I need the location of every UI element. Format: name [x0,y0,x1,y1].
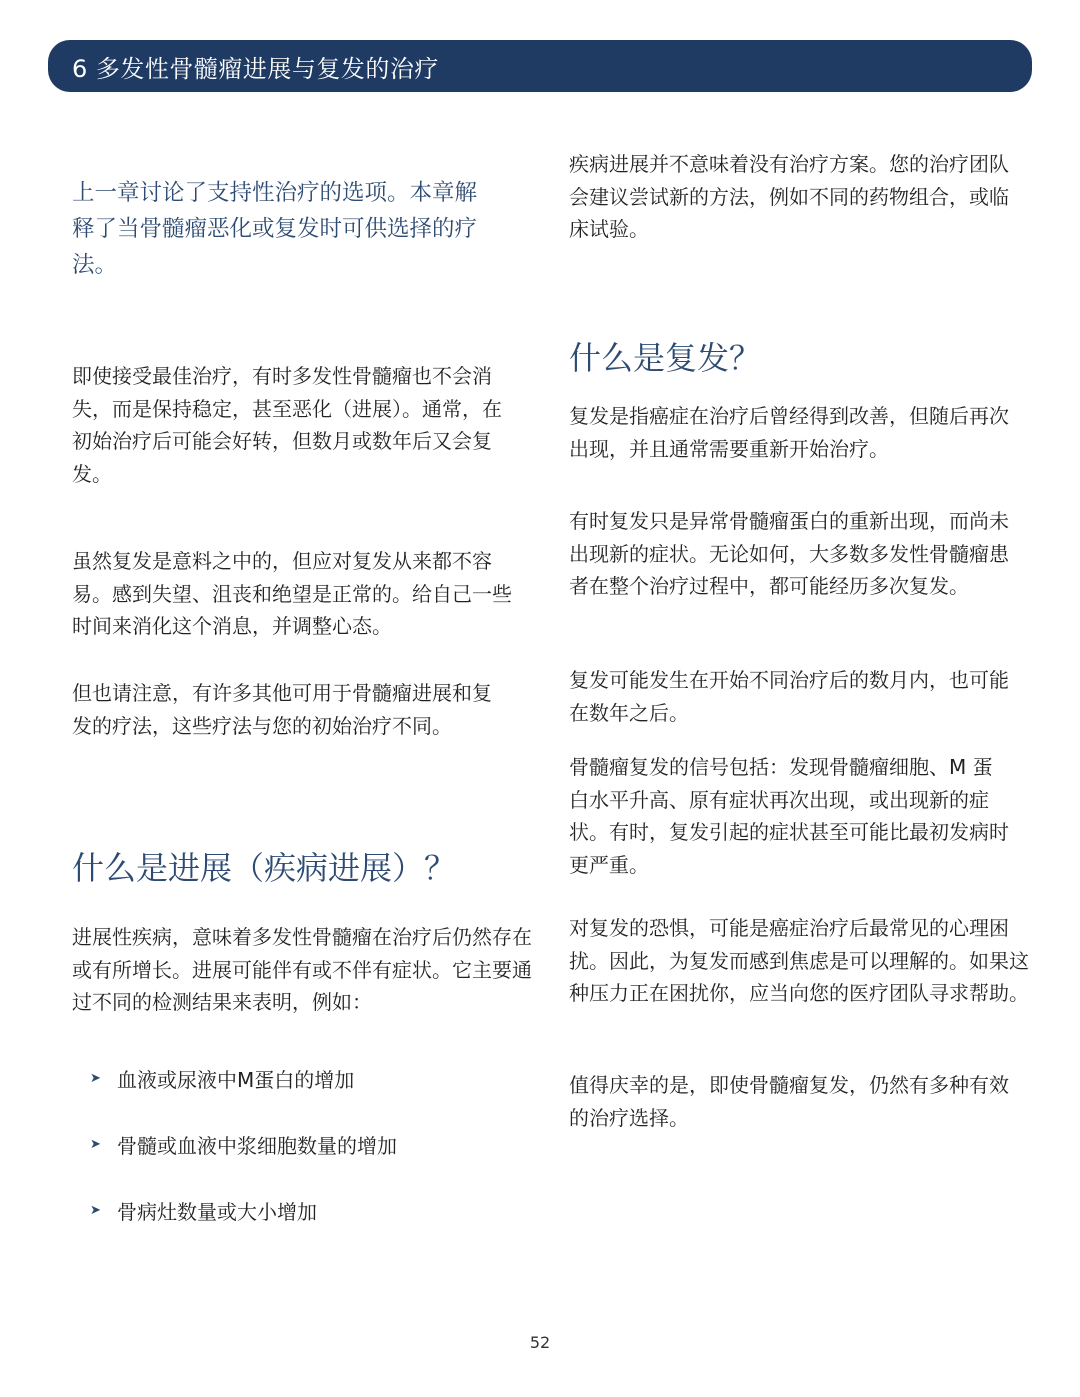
relapse-heading: 什么是复发？ [569,339,762,377]
right-paragraph-6: 对复发的恐惧，可能是癌症治疗后最常见的心理困扰。因此，为复发而感到焦虑是可以理解的。如果这种压力正在困扰你，应当向您的医疗团队寻求帮助。 [569,916,1029,1005]
chevron-right-icon: ➤ [90,1136,101,1152]
right-paragraph-3: 有时复发只是异常骨髓瘤蛋白的重新出现，而尚未出现新的症状。无论如何，大多数多发性骨髓瘤患者在整个治疗过程中，都可能经历多次复发。 [569,509,1009,598]
right-paragraph-7: 值得庆幸的是，即使骨髓瘤复发，仍然有多种有效的治疗选择。 [569,1073,1009,1130]
list-item-text: 骨髓或血液中浆细胞数量的增加 [117,1133,397,1158]
left-paragraph-1: 即使接受最佳治疗，有时多发性骨髓瘤也不会消失，而是保持稳定，甚至恶化（进展）。通常，在初始治疗后可能会好转，但数月或数年后又会复发。 [72,364,502,486]
chevron-right-icon: ➤ [90,1202,101,1218]
right-paragraph-5: 骨髓瘤复发的信号包括：发现骨髓瘤细胞、M 蛋白水平升高、原有症状再次出现，或出现新的症状。有时，复发引起的症状甚至可能比最初发病时更严重。 [569,755,1009,877]
list-item-text: 骨病灶数量或大小增加 [117,1199,317,1224]
progression-indicator-list [90,1062,397,1260]
right-paragraph-2: 复发是指癌症在治疗后曾经得到改善，但随后再次出现，并且通常需要重新开始治疗。 [569,404,1009,461]
list-item [90,1062,397,1094]
chapter-intro: 上一章讨论了支持性治疗的选项。本章解释了当骨髓瘤恶化或复发时可供选择的疗法。 [72,180,478,278]
page-number: 52 [529,1333,551,1352]
progression-heading: 什么是进展（疾病进展）？ [72,849,457,887]
left-paragraph-2: 虽然复发是意料之中的，但应对复发从来都不容易。感到失望、沮丧和绝望是正常的。给自己一些时间来消化这个消息，并调整心态。 [72,549,512,638]
chevron-right-icon: ➤ [90,1070,101,1086]
chapter-title: 6 多发性骨髓瘤进展与复发的治疗 [72,54,439,83]
list-item [90,1194,397,1226]
left-paragraph-4: 进展性疾病，意味着多发性骨髓瘤在治疗后仍然存在或有所增长。进展可能伴有或不伴有症状。它主要通过不同的检测结果来表明，例如： [72,925,532,1014]
right-paragraph-1: 疾病进展并不意味着没有治疗方案。您的治疗团队会建议尝试新的方法，例如不同的药物组合，或临床试验。 [569,152,1009,241]
left-paragraph-3: 但也请注意，有许多其他可用于骨髓瘤进展和复发的疗法，这些疗法与您的初始治疗不同。 [72,681,492,738]
chapter-header-bar [48,40,1032,92]
right-paragraph-4: 复发可能发生在开始不同治疗后的数月内，也可能在数年之后。 [569,668,1009,725]
list-item [90,1128,397,1160]
list-item-text: 血液或尿液中M蛋白的增加 [117,1067,355,1092]
